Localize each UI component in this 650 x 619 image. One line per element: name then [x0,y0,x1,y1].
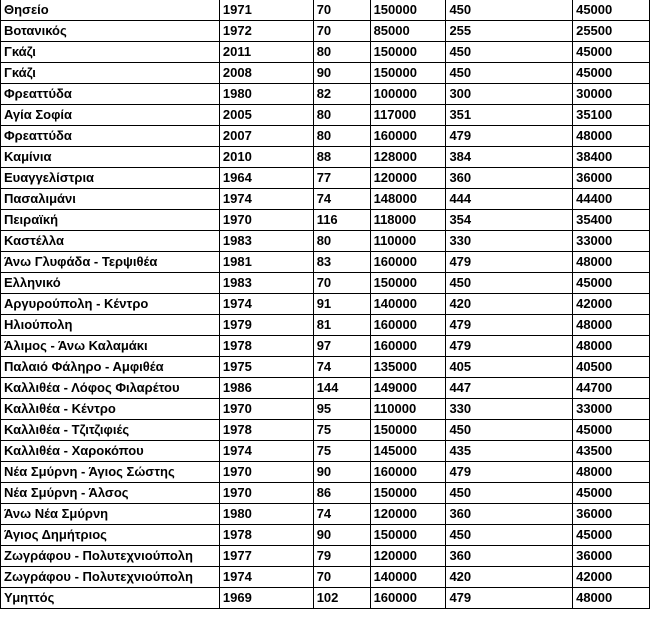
table-row [1,63,650,84]
price-per-sqm-cell[interactable]: 420 [446,294,573,315]
total-cell[interactable]: 42000 [573,567,650,588]
area-cell[interactable]: Καμίνια [1,147,220,168]
total-cell[interactable]: 45000 [573,483,650,504]
price-per-sqm-cell[interactable]: 360 [446,504,573,525]
area-cell[interactable]: Άλιμος - Άνω Καλαμάκι [1,336,220,357]
table-row [1,252,650,273]
price-cell[interactable]: 150000 [370,420,446,441]
price-per-sqm-cell[interactable]: 450 [446,63,573,84]
price-per-sqm-cell[interactable]: 450 [446,420,573,441]
price-per-sqm-cell[interactable]: 450 [446,483,573,504]
size-cell[interactable]: 90 [313,462,370,483]
year-cell[interactable]: 1974 [219,189,313,210]
price-cell[interactable]: 150000 [370,63,446,84]
price-per-sqm-cell[interactable]: 479 [446,462,573,483]
year-cell[interactable]: 1977 [219,546,313,567]
area-cell[interactable]: Καλλιθέα - Χαροκόπου [1,441,220,462]
size-cell[interactable]: 116 [313,210,370,231]
year-cell[interactable]: 1979 [219,315,313,336]
table-row [1,588,650,609]
total-cell[interactable]: 36000 [573,168,650,189]
price-per-sqm-cell[interactable]: 330 [446,231,573,252]
year-cell[interactable]: 1970 [219,399,313,420]
year-cell[interactable]: 1970 [219,483,313,504]
size-cell[interactable]: 77 [313,168,370,189]
area-cell[interactable]: Καστέλλα [1,231,220,252]
year-cell[interactable]: 1983 [219,231,313,252]
price-cell[interactable]: 150000 [370,483,446,504]
year-cell[interactable]: 1983 [219,273,313,294]
total-cell[interactable]: 48000 [573,588,650,609]
price-per-sqm-cell[interactable]: 360 [446,546,573,567]
size-cell[interactable]: 80 [313,105,370,126]
price-cell[interactable]: 117000 [370,105,446,126]
price-per-sqm-cell[interactable]: 330 [446,399,573,420]
area-cell[interactable]: Καλλιθέα - Τζιτζιφιές [1,420,220,441]
size-cell[interactable]: 75 [313,420,370,441]
area-cell[interactable]: Καλλιθέα - Κέντρο [1,399,220,420]
table-body [1,0,650,609]
total-cell[interactable]: 35400 [573,210,650,231]
price-cell[interactable]: 160000 [370,336,446,357]
size-cell[interactable]: 74 [313,357,370,378]
price-per-sqm-cell[interactable]: 450 [446,525,573,546]
size-cell[interactable]: 97 [313,336,370,357]
total-cell[interactable]: 30000 [573,84,650,105]
year-cell[interactable]: 1981 [219,252,313,273]
total-cell[interactable]: 45000 [573,0,650,21]
year-cell[interactable]: 2008 [219,63,313,84]
table-row [1,378,650,399]
size-cell[interactable]: 90 [313,63,370,84]
year-cell[interactable]: 1970 [219,210,313,231]
year-cell[interactable]: 2011 [219,42,313,63]
price-cell[interactable]: 150000 [370,42,446,63]
area-cell[interactable]: Γκάζι [1,63,220,84]
size-cell[interactable]: 70 [313,273,370,294]
total-cell[interactable]: 45000 [573,63,650,84]
table-row [1,546,650,567]
table-row [1,0,650,21]
total-cell[interactable]: 36000 [573,504,650,525]
table-row [1,567,650,588]
year-cell[interactable]: 1969 [219,588,313,609]
price-per-sqm-cell[interactable]: 479 [446,336,573,357]
price-per-sqm-cell[interactable]: 450 [446,0,573,21]
price-per-sqm-cell[interactable]: 444 [446,189,573,210]
total-cell[interactable]: 33000 [573,399,650,420]
price-per-sqm-cell[interactable]: 354 [446,210,573,231]
area-cell[interactable]: Ευαγγελίστρια [1,168,220,189]
area-cell[interactable]: Άγιος Δημήτριος [1,525,220,546]
size-cell[interactable]: 90 [313,525,370,546]
size-cell[interactable]: 81 [313,315,370,336]
table-row [1,84,650,105]
table-row [1,126,650,147]
total-cell[interactable]: 45000 [573,273,650,294]
price-cell[interactable]: 128000 [370,147,446,168]
price-per-sqm-cell[interactable]: 450 [446,273,573,294]
year-cell[interactable]: 1978 [219,420,313,441]
total-cell[interactable]: 45000 [573,525,650,546]
table-row [1,483,650,504]
total-cell[interactable]: 48000 [573,126,650,147]
price-cell[interactable]: 150000 [370,525,446,546]
size-cell[interactable]: 75 [313,441,370,462]
area-cell[interactable]: Φρεαττύδα [1,126,220,147]
price-per-sqm-cell[interactable]: 360 [446,168,573,189]
size-cell[interactable]: 70 [313,21,370,42]
year-cell[interactable]: 1975 [219,357,313,378]
size-cell[interactable]: 80 [313,231,370,252]
size-cell[interactable]: 74 [313,504,370,525]
price-cell[interactable]: 140000 [370,294,446,315]
area-cell[interactable]: Ηλιούπολη [1,315,220,336]
total-cell[interactable]: 45000 [573,420,650,441]
year-cell[interactable]: 1980 [219,504,313,525]
area-cell[interactable]: Άνω Γλυφάδα - Τερψιθέα [1,252,220,273]
price-per-sqm-cell[interactable]: 479 [446,588,573,609]
area-cell[interactable]: Πασαλιμάνι [1,189,220,210]
price-per-sqm-cell[interactable]: 447 [446,378,573,399]
table-row [1,462,650,483]
area-cell[interactable]: Καλλιθέα - Λόφος Φιλαρέτου [1,378,220,399]
total-cell[interactable]: 48000 [573,315,650,336]
price-cell[interactable]: 140000 [370,567,446,588]
price-cell[interactable]: 118000 [370,210,446,231]
total-cell[interactable]: 44400 [573,189,650,210]
table-row [1,42,650,63]
size-cell[interactable]: 82 [313,84,370,105]
size-cell[interactable]: 95 [313,399,370,420]
year-cell[interactable]: 2007 [219,126,313,147]
price-per-sqm-cell[interactable]: 255 [446,21,573,42]
area-cell[interactable]: Υμηττός [1,588,220,609]
size-cell[interactable]: 79 [313,546,370,567]
price-cell[interactable]: 160000 [370,588,446,609]
price-per-sqm-cell[interactable]: 405 [446,357,573,378]
year-cell[interactable]: 1978 [219,525,313,546]
price-per-sqm-cell[interactable]: 479 [446,315,573,336]
table-row [1,21,650,42]
price-per-sqm-cell[interactable]: 435 [446,441,573,462]
size-cell[interactable]: 88 [313,147,370,168]
price-per-sqm-cell[interactable]: 479 [446,126,573,147]
area-cell[interactable]: Νέα Σμύρνη - Άλσος [1,483,220,504]
price-cell[interactable]: 145000 [370,441,446,462]
size-cell[interactable]: 74 [313,189,370,210]
total-cell[interactable]: 33000 [573,231,650,252]
price-cell[interactable]: 160000 [370,462,446,483]
table-row [1,273,650,294]
year-cell[interactable]: 1971 [219,0,313,21]
price-cell[interactable]: 120000 [370,504,446,525]
price-cell[interactable]: 120000 [370,168,446,189]
price-per-sqm-cell[interactable]: 300 [446,84,573,105]
table-row [1,420,650,441]
table-row [1,399,650,420]
total-cell[interactable]: 48000 [573,336,650,357]
area-cell[interactable]: Ζωγράφου - Πολυτεχνιούπολη [1,546,220,567]
area-cell[interactable]: Φρεαττύδα [1,84,220,105]
total-cell[interactable]: 38400 [573,147,650,168]
total-cell[interactable]: 25500 [573,21,650,42]
price-cell[interactable]: 160000 [370,126,446,147]
total-cell[interactable]: 45000 [573,42,650,63]
year-cell[interactable]: 2005 [219,105,313,126]
size-cell[interactable]: 80 [313,42,370,63]
table-row [1,231,650,252]
year-cell[interactable]: 1978 [219,336,313,357]
size-cell[interactable]: 144 [313,378,370,399]
price-per-sqm-cell[interactable]: 450 [446,42,573,63]
size-cell[interactable]: 70 [313,0,370,21]
year-cell[interactable]: 1964 [219,168,313,189]
total-cell[interactable]: 43500 [573,441,650,462]
area-cell[interactable]: Παλαιό Φάληρο - Αμφιθέα [1,357,220,378]
table-row [1,147,650,168]
year-cell[interactable]: 1980 [219,84,313,105]
table-row [1,189,650,210]
year-cell[interactable]: 1972 [219,21,313,42]
table-row [1,168,650,189]
table-row [1,441,650,462]
total-cell[interactable]: 36000 [573,546,650,567]
year-cell[interactable]: 1986 [219,378,313,399]
year-cell[interactable]: 1974 [219,441,313,462]
area-cell[interactable]: Αργυρούπολη - Κέντρο [1,294,220,315]
price-cell[interactable]: 160000 [370,315,446,336]
size-cell[interactable]: 80 [313,126,370,147]
price-cell[interactable]: 135000 [370,357,446,378]
year-cell[interactable]: 2010 [219,147,313,168]
table-row [1,525,650,546]
price-per-sqm-cell[interactable]: 420 [446,567,573,588]
area-cell[interactable]: Πειραϊκή [1,210,220,231]
total-cell[interactable]: 48000 [573,462,650,483]
price-cell[interactable]: 160000 [370,252,446,273]
year-cell[interactable]: 1974 [219,294,313,315]
price-cell[interactable]: 120000 [370,546,446,567]
area-cell[interactable]: Άνω Νέα Σμύρνη [1,504,220,525]
price-cell[interactable]: 110000 [370,399,446,420]
price-per-sqm-cell[interactable]: 384 [446,147,573,168]
total-cell[interactable]: 48000 [573,252,650,273]
table-row [1,357,650,378]
price-cell[interactable]: 148000 [370,189,446,210]
table-row [1,315,650,336]
price-per-sqm-cell[interactable]: 351 [446,105,573,126]
table-row [1,336,650,357]
size-cell[interactable]: 83 [313,252,370,273]
year-cell[interactable]: 1974 [219,567,313,588]
area-cell[interactable]: Αγία Σοφία [1,105,220,126]
table-row [1,294,650,315]
total-cell[interactable]: 42000 [573,294,650,315]
price-cell[interactable]: 150000 [370,273,446,294]
size-cell[interactable]: 91 [313,294,370,315]
area-cell[interactable]: Βοτανικός [1,21,220,42]
total-cell[interactable]: 35100 [573,105,650,126]
year-cell[interactable]: 1970 [219,462,313,483]
price-cell[interactable]: 149000 [370,378,446,399]
price-cell[interactable]: 110000 [370,231,446,252]
area-cell[interactable]: Θησείο [1,0,220,21]
area-cell[interactable]: Γκάζι [1,42,220,63]
table-row [1,105,650,126]
area-cell[interactable]: Ζωγράφου - Πολυτεχνιούπολη [1,567,220,588]
area-cell[interactable]: Ελληνικό [1,273,220,294]
total-cell[interactable]: 40500 [573,357,650,378]
price-cell[interactable]: 150000 [370,0,446,21]
size-cell[interactable]: 70 [313,567,370,588]
price-cell[interactable]: 100000 [370,84,446,105]
area-cell[interactable]: Νέα Σμύρνη - Άγιος Σώστης [1,462,220,483]
table-row [1,504,650,525]
price-per-sqm-cell[interactable]: 479 [446,252,573,273]
size-cell[interactable]: 102 [313,588,370,609]
total-cell[interactable]: 44700 [573,378,650,399]
table-row [1,210,650,231]
size-cell[interactable]: 86 [313,483,370,504]
price-cell[interactable]: 85000 [370,21,446,42]
